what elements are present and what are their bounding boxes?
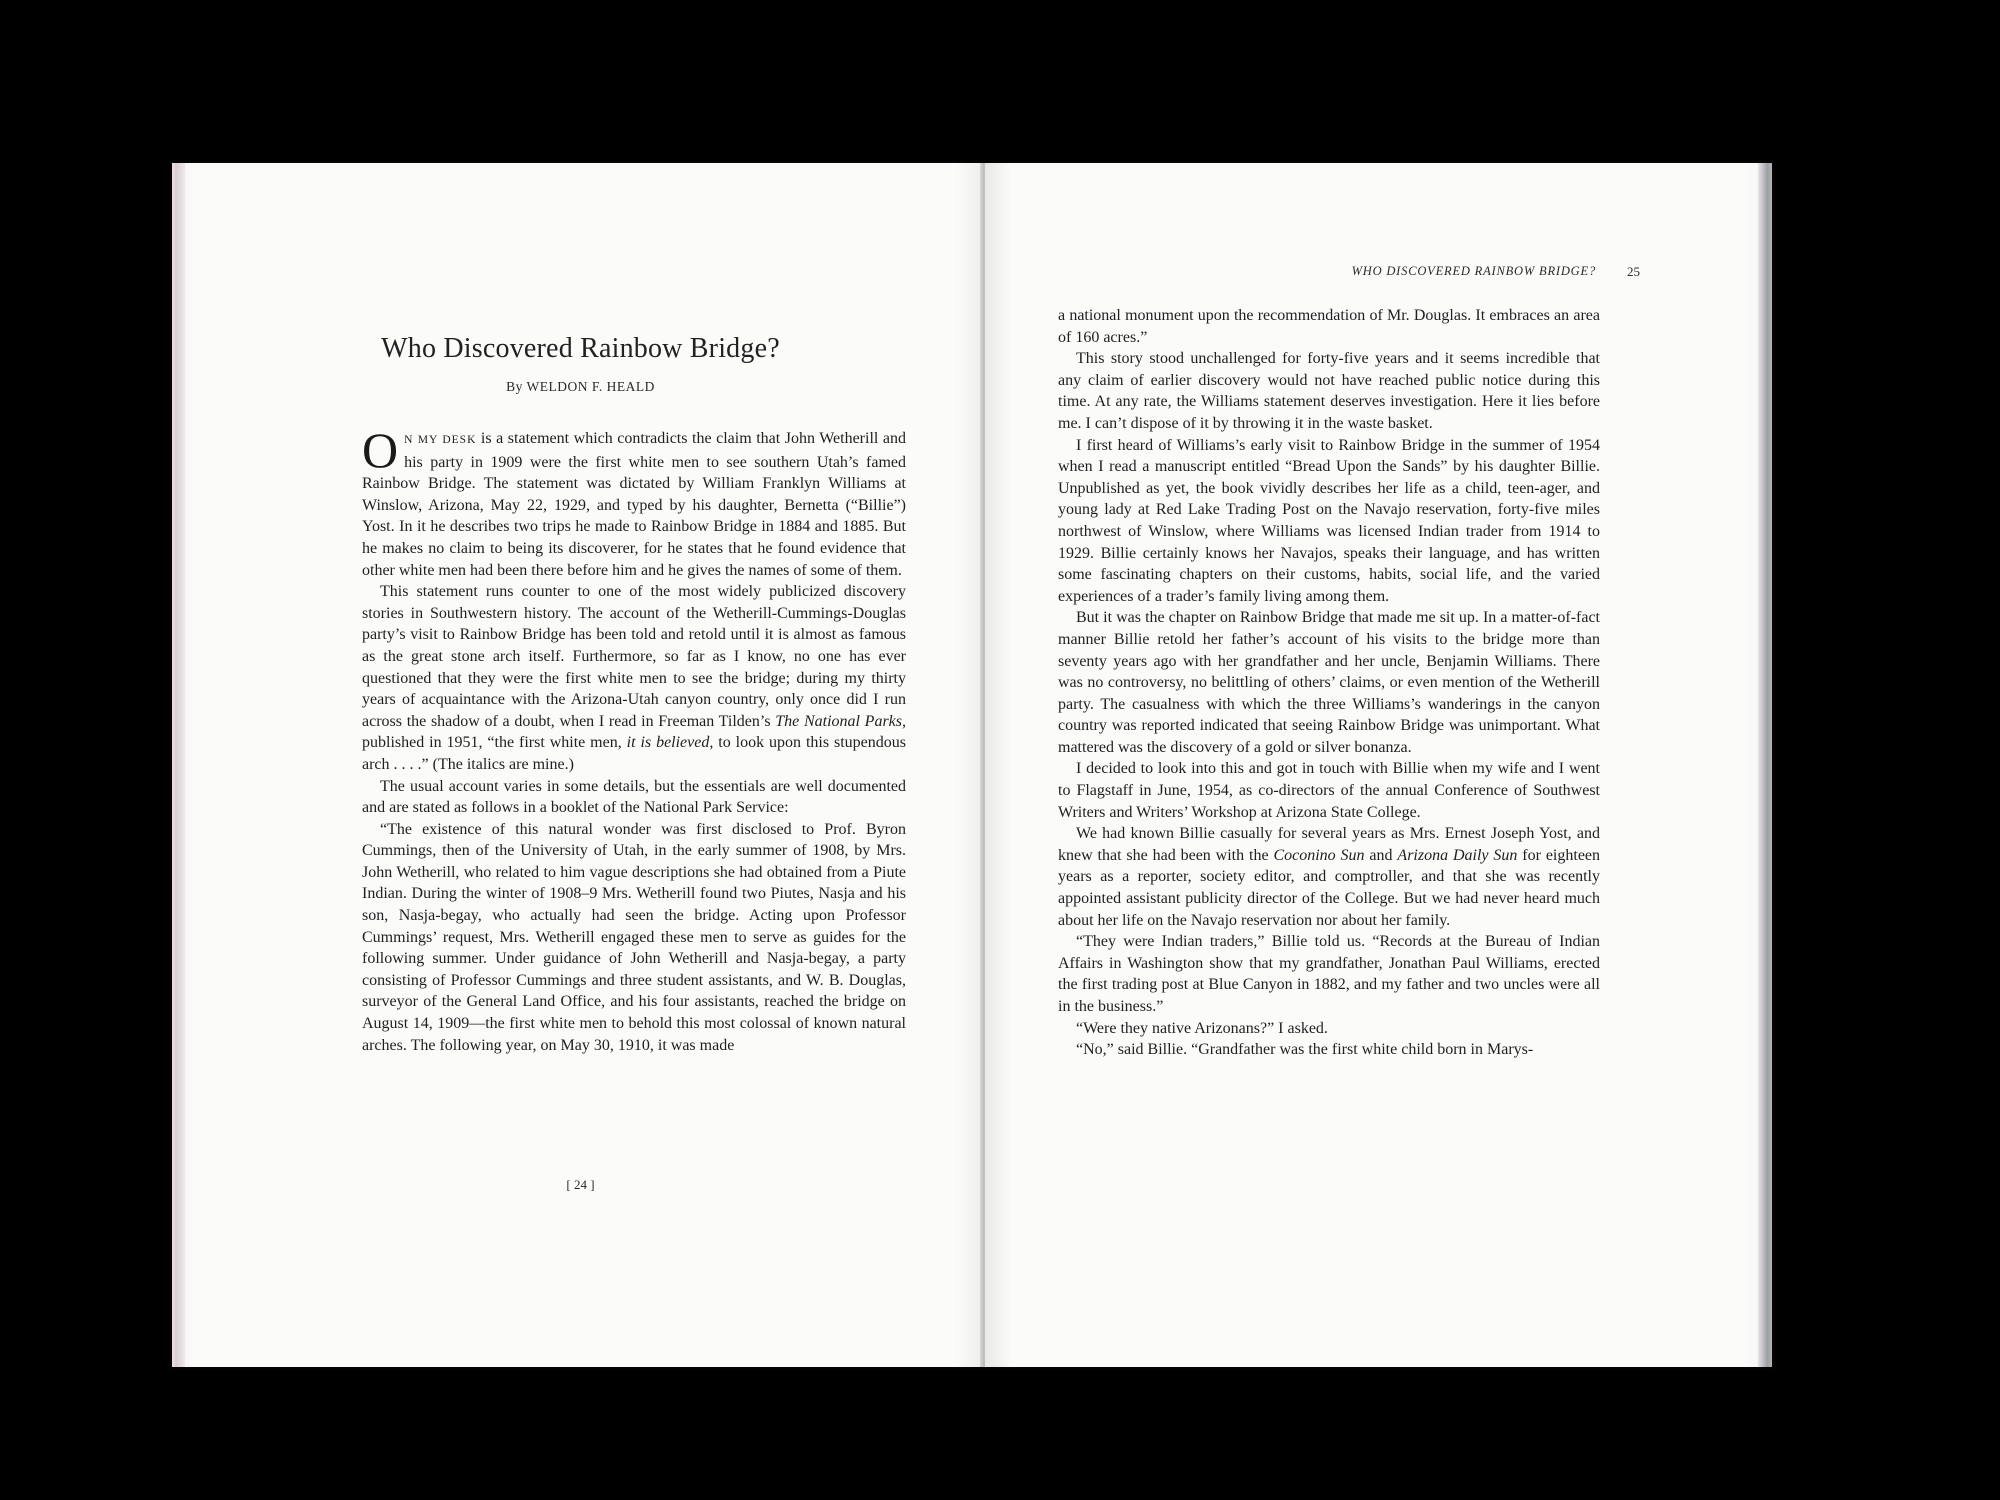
paragraph-6: I first heard of Williams’s early visit to Rainbow Bridge in the summer of 1954 when I read a manuscript entitled “Bread Upon the Sands” by his daughter Billie. Unpublished as yet, the book vividly describes her life as a child, teen-ager, and young lady at Red Lake Trading Post on the Navajo reservation, forty-five miles northwest of Winslow, where Williams was licensed Indian trader from 1914 to 1929. Billie certainly knows her Navajos, speaks their language, and has written some fascinating chapters on their customs, habits, social life, and the varied experiences of a trader’s family living among them.: [1058, 436, 1600, 605]
paragraph-7: But it was the chapter on Rainbow Bridge that made me sit up. In a matter-of-fact manner Billie retold her father’s account of his visits to the bridge more than seventy years ago with her grandfather and her uncle, Benjamin Williams. There was no controversy, no belittling of others’ claims, or even mention of the Wetherill party. The casualness with which the three Williams’s wanderings in the canyon country was reported indicated that seeing Rainbow Bridge was unimportant. What mattered was the discovery of a gold or silver bonanza.: [1058, 609, 1600, 756]
drop-cap: O: [362, 422, 399, 478]
paragraph-9-text-b: and: [1364, 846, 1398, 864]
paragraph-1: [362, 422, 906, 581]
paragraph-2-text-b: published in 1951, “the first white men,: [362, 734, 627, 752]
paragraph-2-text-c: to look upon this stupendous arch . . . .” (The italics are mine.): [362, 734, 907, 773]
paragraph-9-text-a: We had known Billie casually for several years as Mrs. Ernest Joseph Yost, and knew that she had been with the: [1058, 825, 1600, 864]
paragraph-12: “No,” said Billie. “Grandfather was the first white child born in Marys-: [1076, 1041, 1534, 1059]
paragraph-8: I decided to look into this and got in touch with Billie when my wife and I went to Flagstaff in June, 1954, as co-directors of the annual Conference of Southwest Writers and Writers’ Workshop at Arizona State College.: [1058, 760, 1600, 821]
left-page: [172, 163, 983, 1367]
paragraph-9: [1058, 823, 1600, 931]
left-page-body: [362, 422, 907, 1056]
paragraph-3: The usual account varies in some details, but the essentials are well documented and are stated as follows in a booklet of the National Park Service:: [362, 777, 906, 817]
paragraph-4-quote: “The existence of this natural wonder was first disclosed to Prof. Byron Cummings, then of the University of Utah, in the early summer of 1908, by Mrs. John Wetherill, who related to him vague descriptions she had obtained from a Piute Indian. During the winter of 1908–9 Mrs. Wetherill found two Piutes, Nasja and his son, Nasja-begay, who actually had seen the bridge. Acting upon Professor Cummings’ request, Mrs. Wetherill engaged these men to serve as guides for the following summer. Under guidance of John Wetherill and Nasja-begay, a party consisting of Professor Cummings and three student assistants, and W. B. Douglas, surveyor of the General Land Office, and his four assistants, reached the bridge on August 14, 1909—the first white men to behold this most colossal of known natural arches. The following year, on May 30, 1910, it was made: [362, 820, 906, 1054]
right-page: [985, 163, 1772, 1367]
page-folio: [ 24 ]: [566, 1177, 595, 1192]
book-title-italic: The National Parks,: [775, 712, 906, 730]
paragraph-5: This story stood unchallenged for forty-five years and it seems incredible that any claim of earlier discovery would not have reached public notice during this time. At any rate, the Williams statement deserves investigation. Here it lies before me. I can’t dispose of it by throwing it in the waste basket.: [1058, 350, 1600, 432]
article-byline: By WELDON F. HEALD: [506, 379, 655, 394]
paragraph-9-text-c: for eighteen years as a reporter, society editor, and comptroller, and that she was recently appointed assistant publicity director of the College. But we had never heard much about her life on the Navajo reservation nor about her family.: [1058, 846, 1601, 929]
paragraph-2: [362, 581, 906, 775]
right-page-body: [1058, 305, 1600, 1061]
page-number: 25: [1627, 264, 1640, 279]
paragraph-11: “Were they native Arizonans?” I asked.: [1076, 1019, 1328, 1037]
running-head: WHO DISCOVERED RAINBOW BRIDGE?: [1351, 264, 1596, 278]
article-title: Who Discovered Rainbow Bridge?: [381, 333, 780, 364]
lead-small-caps: N MY DESK: [404, 434, 477, 446]
newspaper-name-italic: Coconino Sun: [1273, 846, 1365, 864]
paragraph-10: “They were Indian traders,” Billie told us. “Records at the Bureau of Indian Affairs in Washington show that my grandfather, Jonathan Paul Williams, erected the first trading post at Blue Canyon in 1882, and my father and two uncles were all in the business.”: [1058, 933, 1600, 1015]
newspaper-name-italic-2: Arizona Daily Sun: [1397, 846, 1518, 864]
open-book: [172, 163, 1772, 1367]
paragraph-1-text: is a statement which contradicts the claim that John Wetherill and his party in 1909 were the first white men to see southern Utah’s famed Rainbow Bridge. The statement was dictated by William Franklyn Williams at Winslow, Arizona, May 22, 1929, and typed by his daughter, Bernetta (“Billie”) Yost. In it he describes two trips he made to Rainbow Bridge in 1884 and 1885. But he makes no claim to being its discoverer, for he states that he found evidence that other white men had been there before him and he gives the names of some of them.: [362, 430, 906, 579]
right-page-edge: [1758, 163, 1772, 1367]
paragraph-2-text-a: This statement runs counter to one of the most widely publicized discovery stories in Southwestern history. The account of the Wetherill-Cummings-Douglas party’s visit to Rainbow Bridge has been told and retold until it is almost as famous as the great stone arch itself. Furthermore, so far as I know, no one has ever questioned that they were the first white men to see the bridge; during my thirty years of acquaintance with the Arizona-Utah canyon country, only once did I run across the shadow of a doubt, when I read in Freeman Tilden’s: [362, 583, 906, 730]
emphasis-italic: it is believed,: [626, 734, 714, 752]
paragraph-continued: a national monument upon the recommendation of Mr. Douglas. It embraces an area of 160 acres.”: [1058, 307, 1600, 346]
